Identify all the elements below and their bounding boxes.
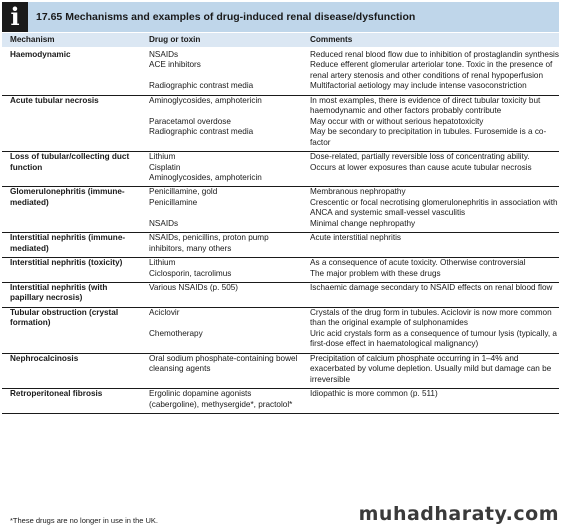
- mechanism-cell: Tubular obstruction (crystal formation): [2, 307, 142, 353]
- table-row: [2, 233, 559, 258]
- mechanism-cell: Interstitial nephritis (immune-mediated): [2, 233, 142, 258]
- drug-name: NSAIDs: [149, 218, 179, 228]
- drug-name: NSAIDs: [149, 50, 179, 59]
- column-header-drug: Drug or toxin: [149, 35, 201, 44]
- mechanism-cell: Nephrocalcinosis: [2, 353, 142, 388]
- comment-cell: [303, 389, 559, 414]
- mechanism-cell: Haemodynamic: [2, 48, 142, 95]
- drug-cell: [142, 187, 303, 233]
- comment-text: [310, 173, 559, 183]
- comment-text: Crescentic or focal necrotising glomerulonephritis in association with ANCA and systemic small-vessel vasculitis: [310, 197, 558, 218]
- comment-text: Reduce efferent glomerular arteriolar tone. Toxic in the presence of renal artery stenosis and other conditions of renal hypoperfusion: [310, 60, 553, 80]
- drug-name: Cisplatin: [149, 162, 181, 172]
- drug-name: Penicillamine, gold: [149, 187, 218, 197]
- table-row: [2, 389, 559, 414]
- footnote: *These drugs are no longer in use in the UK.: [10, 516, 159, 525]
- drug-name: Radiographic contrast media: [149, 127, 254, 137]
- mechanism-cell: Interstitial nephritis (with papillary necrosis): [2, 283, 142, 308]
- comment-cell: [303, 353, 559, 388]
- comment-cell: [303, 233, 559, 258]
- comment-cell: [303, 187, 559, 233]
- comment-text: Multifactorial aetiology may include intense vasoconstriction: [310, 81, 527, 91]
- comment-text: As a consequence of acute toxicity. Otherwise controversial: [310, 258, 526, 268]
- drug-cell: [142, 95, 303, 151]
- comment-text: Membranous nephropathy: [310, 187, 406, 197]
- drug-name: Radiographic contrast media: [149, 81, 254, 91]
- comment-text: Crystals of the drug form in tubules. Aciclovir is now more common than the original example of sulphonamides: [310, 307, 552, 328]
- drug-cell: [142, 48, 303, 95]
- drug-cell: [142, 389, 303, 414]
- comment-text: In most examples, there is evidence of direct tubular toxicity but haemodynamic and other factors probably contribute: [310, 95, 541, 116]
- comment-text: Idiopathic is more common (p. 511): [310, 389, 438, 399]
- comment-cell: [303, 283, 559, 308]
- table-row: [2, 283, 559, 308]
- comment-text: Minimal change nephropathy: [310, 218, 416, 228]
- comment-cell: [303, 152, 559, 187]
- comment-text: Reduced renal blood flow due to inhibition of prostaglandin synthesis: [310, 50, 559, 59]
- table-row: [2, 307, 559, 353]
- drug-name: Ergolinic dopamine agonists (cabergoline), methysergide*, practolol*: [149, 389, 293, 409]
- info-i-icon: i: [2, 2, 28, 32]
- comment-text: The major problem with these drugs: [310, 268, 441, 278]
- column-header-comments: Comments: [310, 35, 353, 44]
- table-frame: [2, 2, 561, 529]
- mechanism-cell: Glomerulonephritis (immune-mediated): [2, 187, 142, 233]
- drug-name: Aminoglycosides, amphotericin: [149, 173, 262, 183]
- table-row: [2, 353, 559, 388]
- drug-name: Penicillamine: [149, 197, 198, 207]
- drug-name: Lithium: [149, 258, 176, 268]
- drug-name: Chemotherapy: [149, 328, 203, 338]
- table-row: [2, 258, 559, 283]
- table-row: [2, 187, 559, 233]
- comment-text: Occurs at lower exposures than cause acute tubular necrosis: [310, 162, 532, 172]
- drug-name: Various NSAIDs (p. 505): [149, 283, 239, 293]
- comment-cell: [303, 307, 559, 353]
- table-row: [2, 95, 559, 151]
- drug-name: Paracetamol overdose: [149, 116, 231, 126]
- drug-name: Ciclosporin, tacrolimus: [149, 268, 232, 278]
- comment-text: May be secondary to precipitation in tubules. Furosemide is a co-factor: [310, 127, 547, 147]
- comment-text: Uric acid crystals form as a consequence of tumour lysis (typically, a first-dose effect in haematological malignancy): [310, 328, 557, 349]
- table-row: [2, 48, 559, 95]
- drug-name: NSAIDs, penicillins, proton pump inhibitors, many others: [149, 233, 269, 253]
- drug-name: Aminoglycosides, amphotericin: [149, 95, 262, 105]
- mechanism-cell: Acute tubular necrosis: [2, 95, 142, 151]
- drug-cell: [142, 353, 303, 388]
- comment-cell: [303, 258, 559, 283]
- comment-text: Acute interstitial nephritis: [310, 233, 402, 243]
- column-header-row: [2, 33, 559, 47]
- drug-cell: [142, 152, 303, 187]
- drug-cell: [142, 258, 303, 283]
- table-title: 17.65 Mechanisms and examples of drug-induced renal disease/dysfunction: [36, 11, 416, 23]
- data-table: [2, 48, 559, 414]
- mechanism-cell: Interstitial nephritis (toxicity): [2, 258, 142, 283]
- drug-cell: [142, 307, 303, 353]
- drug-cell: [142, 283, 303, 308]
- drug-name: ACE inhibitors: [149, 60, 201, 70]
- comment-cell: [303, 95, 559, 151]
- comment-text: Dose-related, partially reversible loss of concentrating ability.: [310, 152, 530, 162]
- table-header-bar: [2, 2, 559, 32]
- mechanism-cell: Retroperitoneal fibrosis: [2, 389, 142, 414]
- drug-name: Oral sodium phosphate-containing bowel cleansing agents: [149, 353, 298, 374]
- table-row: [2, 152, 559, 187]
- comment-text: Ischaemic damage secondary to NSAID effects on renal blood flow: [310, 283, 553, 293]
- mechanism-cell: Loss of tubular/collecting duct function: [2, 152, 142, 187]
- drug-cell: [142, 233, 303, 258]
- column-header-mechanism: Mechanism: [10, 35, 55, 44]
- drug-name: Aciclovir: [149, 307, 180, 317]
- watermark-text: muhadharaty.com: [358, 503, 559, 525]
- drug-name: Lithium: [149, 152, 176, 162]
- comment-text: Precipitation of calcium phosphate occurring in 1–4% and exacerbated by volume depletion. Usually mild but damage can be irreversible: [310, 353, 552, 384]
- comment-text: May occur with or without serious hepatotoxicity: [310, 116, 484, 126]
- comment-cell: [303, 48, 559, 95]
